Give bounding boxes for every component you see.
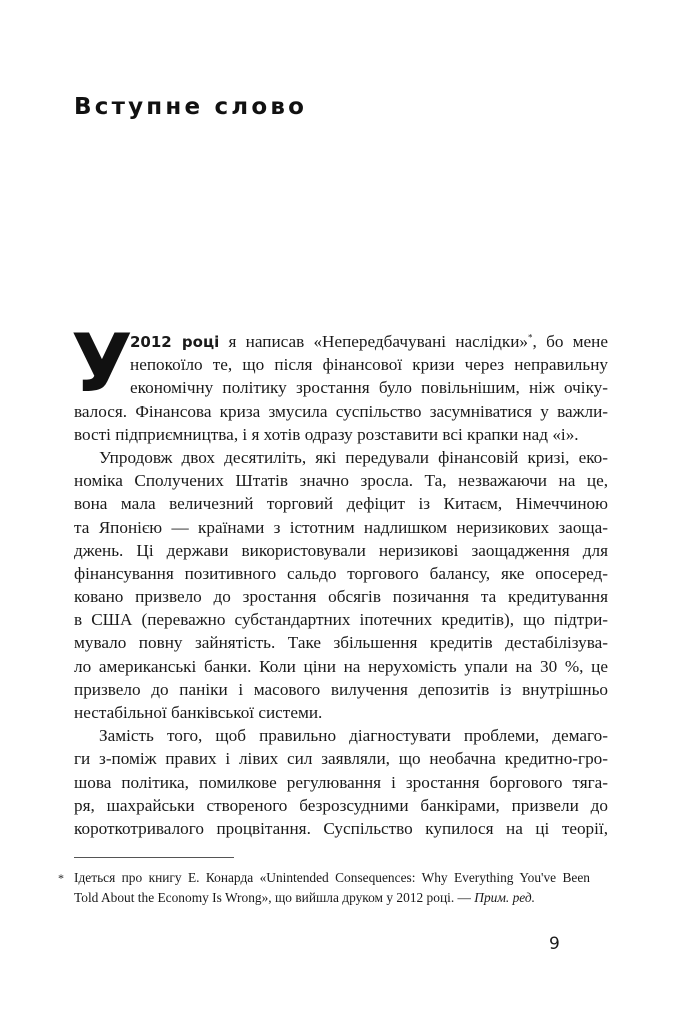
text-line: непокоїло те, що після фінансової кризи через неправильну bbox=[130, 355, 608, 375]
text-line: вона мала величезний торговий дефіцит із Китаєм, Німеччиною bbox=[74, 494, 608, 514]
text-line: мувало повну зайнятість. Таке збільшення кредитів дестабілізува- bbox=[74, 633, 608, 653]
footnote-text: Told About the Economy Is Wrong», що вийшла друком у 2012 році. — bbox=[74, 890, 471, 905]
footnote-mark: * bbox=[58, 871, 64, 885]
text-line: та Японією — країнами з істотним надлишком неризикових заоща- bbox=[74, 517, 608, 537]
page-number: 9 bbox=[549, 934, 560, 954]
text-line: короткотривалого процвітання. Суспільство купилося на ці теорії, bbox=[74, 818, 608, 838]
footnote bbox=[58, 868, 590, 908]
text-line: економічну політику зростання було повільнішим, ніж очіку- bbox=[130, 378, 608, 398]
chapter-title: Вступне слово bbox=[74, 94, 308, 120]
footnote-line bbox=[58, 888, 590, 908]
text-line: вості підприємництва, і я хотів одразу розставити всі крапки над «і». bbox=[74, 424, 579, 444]
lead-in: 2012 році bbox=[130, 333, 220, 351]
editor-note: Прим. ред. bbox=[474, 890, 536, 905]
line-text: я написав «Непередбачувані наслідки» bbox=[219, 332, 529, 351]
drop-cap: У bbox=[71, 317, 133, 410]
footnote-reference[interactable]: * bbox=[528, 332, 533, 343]
text-line: шова політика, помилкове регулювання і зростання боргового тяга- bbox=[74, 772, 608, 792]
line-text: , бо мене bbox=[532, 332, 608, 351]
text-line: в США (переважно субстандартних іпотечних кредитів), що підтри- bbox=[74, 610, 608, 630]
text-line: номіка Сполучених Штатів значно зросла. Та, незважаючи на це, bbox=[74, 471, 608, 491]
text-line: нестабільної банківської системи. bbox=[74, 703, 323, 722]
text-line: ло американські банки. Коли ціни на нерухомість упали на 30 %, це bbox=[74, 656, 608, 676]
first-line bbox=[74, 330, 608, 353]
body-text bbox=[71, 317, 608, 840]
text-line: ковано призвело до зростання обсягів позичання та кредитування bbox=[74, 587, 608, 607]
text-line: ря, шахрайськи створеного безрозсудними банкірами, призвели до bbox=[74, 795, 608, 815]
text-line: Упродовж двох десятиліть, які передували фінансовій кризі, еко- bbox=[99, 447, 608, 467]
text-line: фінансування позитивного сальдо торгового балансу, яке опосеред- bbox=[74, 563, 608, 583]
footnote-divider bbox=[74, 857, 234, 858]
text-line: призвело до паніки і масового вилучення депозитів із внутрішньо bbox=[74, 679, 608, 699]
text-line: ги з-поміж правих і лівих сил заявляли, що необачна кредитно-гро- bbox=[74, 749, 608, 769]
text-line: Замість того, щоб правильно діагностувати проблеми, демаго- bbox=[99, 726, 608, 746]
footnote-line: Ідеться про книгу Е. Конарда «Unintended Consequences: Why Everything You've Been bbox=[74, 870, 590, 885]
text-line: валося. Фінансова криза змусила суспільство засумніватися у важли- bbox=[74, 401, 608, 421]
text-line: джень. Ці держави використовували неризикові заощадження для bbox=[74, 540, 608, 560]
